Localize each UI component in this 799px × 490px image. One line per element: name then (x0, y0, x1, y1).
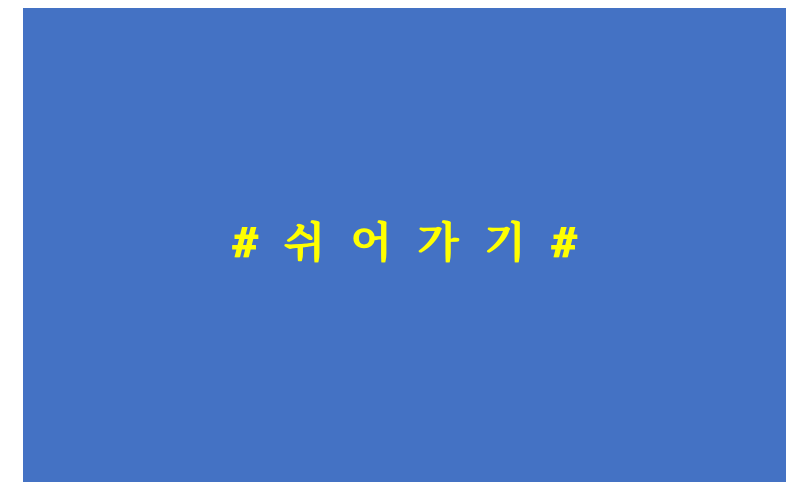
game-screen (23, 8, 786, 482)
rest-message: # 쉬 어 가 기 # (232, 218, 577, 267)
